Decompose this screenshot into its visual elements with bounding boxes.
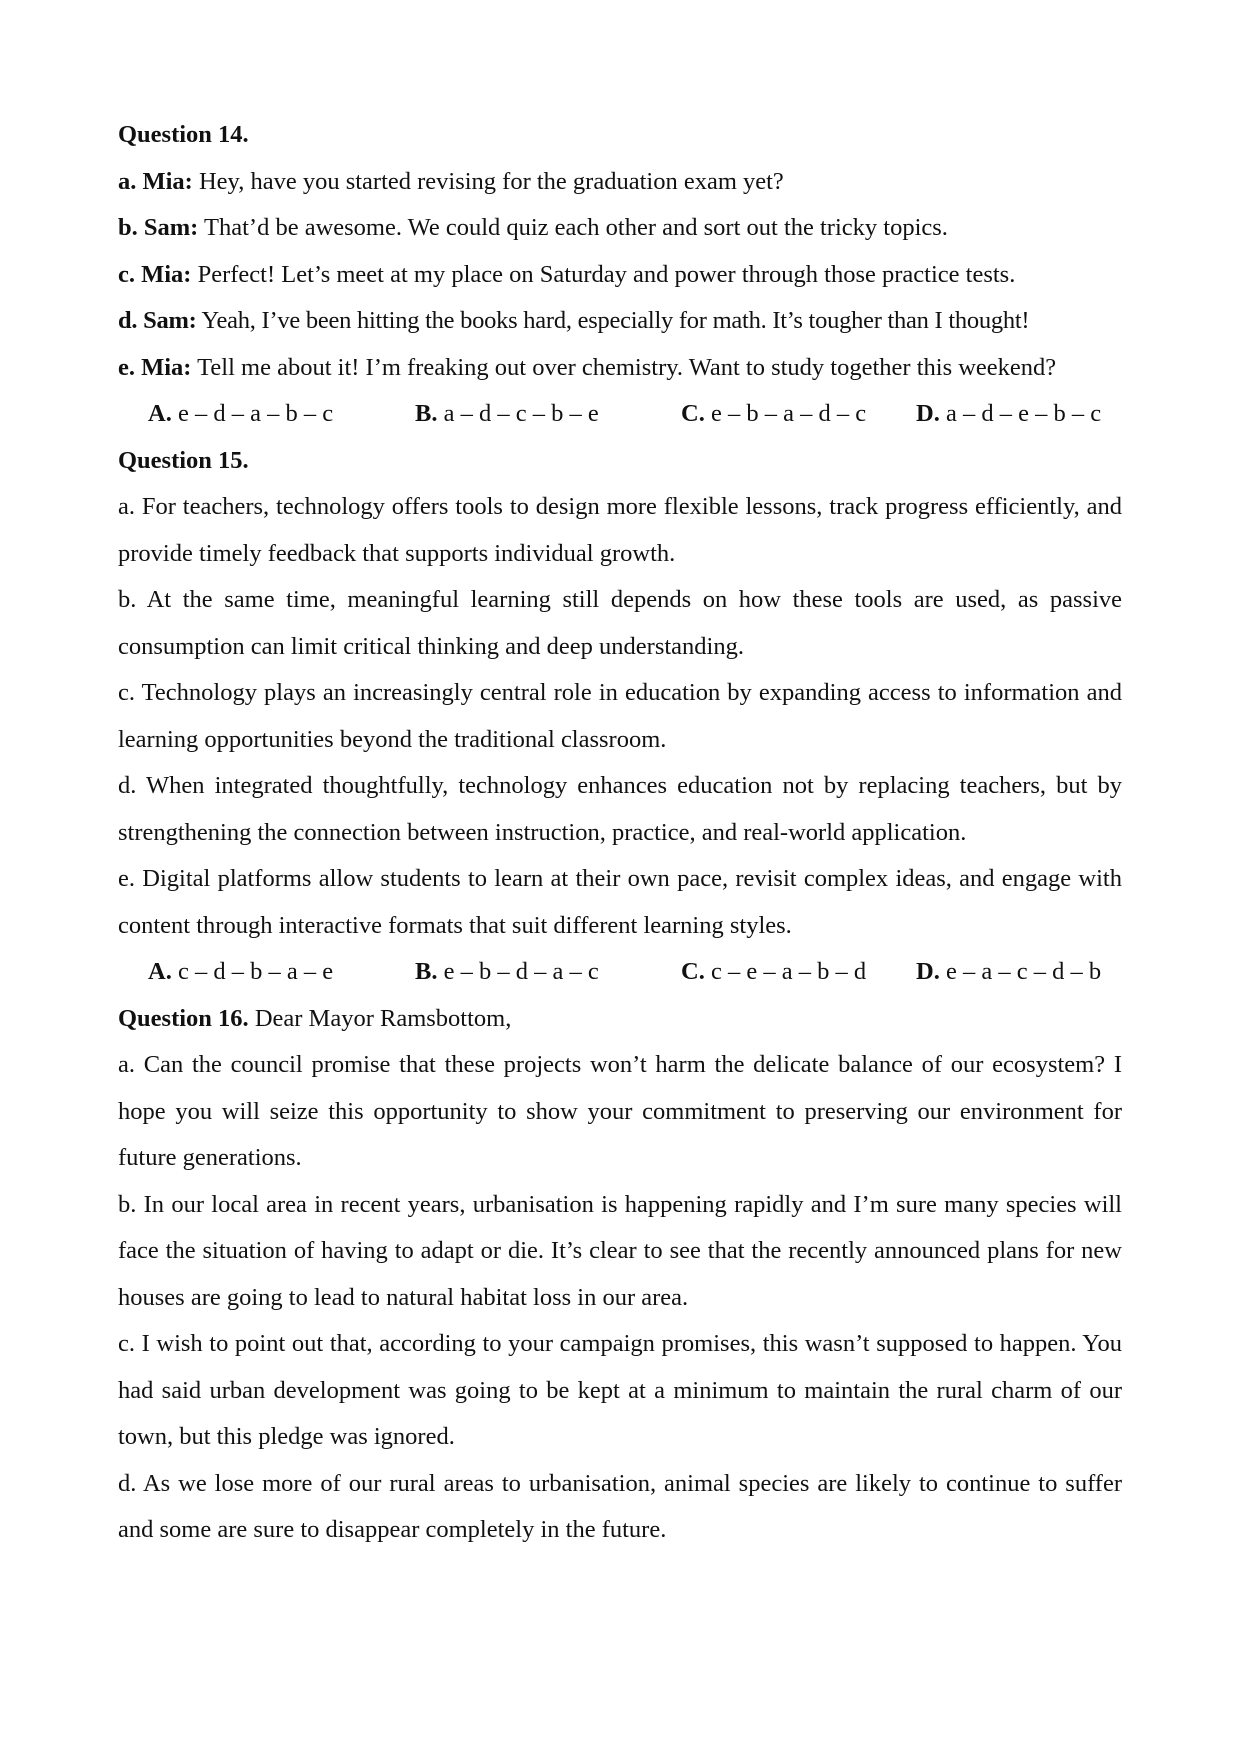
q14-dialogue-line-c	[118, 252, 1122, 299]
option-text: e – a – c – d – b	[939, 958, 1102, 985]
q15-answer-options	[118, 949, 1122, 996]
option-letter: B.	[415, 400, 438, 427]
option-letter: D.	[916, 958, 940, 985]
q15-sentence-d: d. When integrated thoughtfully, technology enhances education not by replacing teachers, but by strengthening the connection between instruction, practice, and real-world application.	[118, 772, 1122, 846]
q15-sentence-b: b. At the same time, meaningful learning still depends on how these tools are used, as passive consumption can limit critical thinking and deep understanding.	[118, 586, 1122, 660]
dialogue-text: Tell me about it! I’m freaking out over chemistry. Want to study together this weekend?	[191, 353, 1057, 381]
speaker-label: a. Mia:	[118, 167, 193, 195]
option-text: a – d – c – b – e	[437, 400, 599, 427]
speaker-label: d. Sam:	[118, 307, 197, 334]
speaker-label: c. Mia:	[118, 260, 192, 288]
letter-salutation: Dear Mayor Ramsbottom,	[248, 1004, 512, 1032]
q16-paragraph-b: b. In our local area in recent years, urbanisation is happening rapidly and I’m sure many species will face the situation of having to adapt or die. It’s clear to see that the recently announced plans for new houses are going to lead to natural habitat loss in our area.	[118, 1190, 1122, 1311]
option-letter: A.	[148, 958, 172, 985]
option-text: e – b – a – d – c	[704, 400, 867, 427]
dialogue-text: Yeah, I’ve been hitting the books hard, especially for math. It’s tougher than I thought!	[196, 307, 1030, 334]
q15-sentence-a: a. For teachers, technology offers tools to design more flexible lessons, track progress efficiently, and provide timely feedback that supports individual growth.	[118, 493, 1122, 567]
q14-option-a[interactable]	[148, 391, 415, 438]
q14-option-d[interactable]	[916, 391, 1101, 438]
q15-sentence-e: e. Digital platforms allow students to learn at their own pace, revisit complex ideas, and engage with content through interactive formats that suit different learning styles.	[118, 865, 1122, 939]
q14-option-b[interactable]	[415, 391, 681, 438]
q14-dialogue-line-a	[118, 159, 1122, 206]
q15-sentence-c: c. Technology plays an increasingly central role in education by expanding access to information and learning opportunities beyond the traditional classroom.	[118, 679, 1122, 753]
option-letter: D.	[916, 400, 940, 427]
q15-option-a[interactable]	[148, 949, 415, 996]
option-letter: C.	[681, 400, 705, 427]
question-16-heading: Question 16.	[118, 1004, 249, 1032]
q15-option-c[interactable]	[681, 949, 916, 996]
q14-dialogue-line-d	[118, 298, 1122, 345]
q16-paragraph-d: d. As we lose more of our rural areas to urbanisation, animal species are likely to continue to suffer and some are sure to disappear completely in the future.	[118, 1469, 1122, 1543]
speaker-label: b. Sam:	[118, 214, 199, 241]
question-15-heading: Question 15.	[118, 446, 249, 474]
q16-paragraph-a: a. Can the council promise that these projects won’t harm the delicate balance of our ecosystem? I hope you will seize this opportunity to show your commitment to preserving our environment for future generations.	[118, 1051, 1122, 1171]
dialogue-text: That’d be awesome. We could quiz each other and sort out the tricky topics.	[198, 214, 948, 241]
option-text: c – d – b – a – e	[171, 958, 334, 985]
q15-option-b[interactable]	[415, 949, 681, 996]
option-text: e – d – a – b – c	[171, 400, 334, 427]
option-text: c – e – a – b – d	[704, 958, 867, 985]
q14-dialogue-line-e	[118, 345, 1122, 392]
dialogue-text: Hey, have you started revising for the graduation exam yet?	[192, 167, 784, 195]
option-text: a – d – e – b – c	[939, 400, 1102, 427]
document-page	[118, 112, 1122, 1554]
option-letter: B.	[415, 958, 438, 985]
q14-option-c[interactable]	[681, 391, 916, 438]
dialogue-text: Perfect! Let’s meet at my place on Saturday and power through those practice tests.	[191, 260, 1016, 288]
q14-dialogue-line-b	[118, 205, 1122, 252]
question-16-heading-line	[118, 996, 1122, 1043]
question-14-heading: Question 14.	[118, 121, 249, 148]
option-text: e – b – d – a – c	[437, 958, 599, 985]
q16-paragraph-c: c. I wish to point out that, according to your campaign promises, this wasn’t supposed to happen. You had said urban development was going to be kept at a minimum to maintain the rural charm of our town, but this pledge was ignored.	[118, 1330, 1122, 1450]
option-letter: A.	[148, 400, 172, 427]
option-letter: C.	[681, 958, 705, 985]
q15-option-d[interactable]	[916, 949, 1101, 996]
q14-answer-options	[118, 391, 1122, 438]
speaker-label: e. Mia:	[118, 353, 192, 381]
